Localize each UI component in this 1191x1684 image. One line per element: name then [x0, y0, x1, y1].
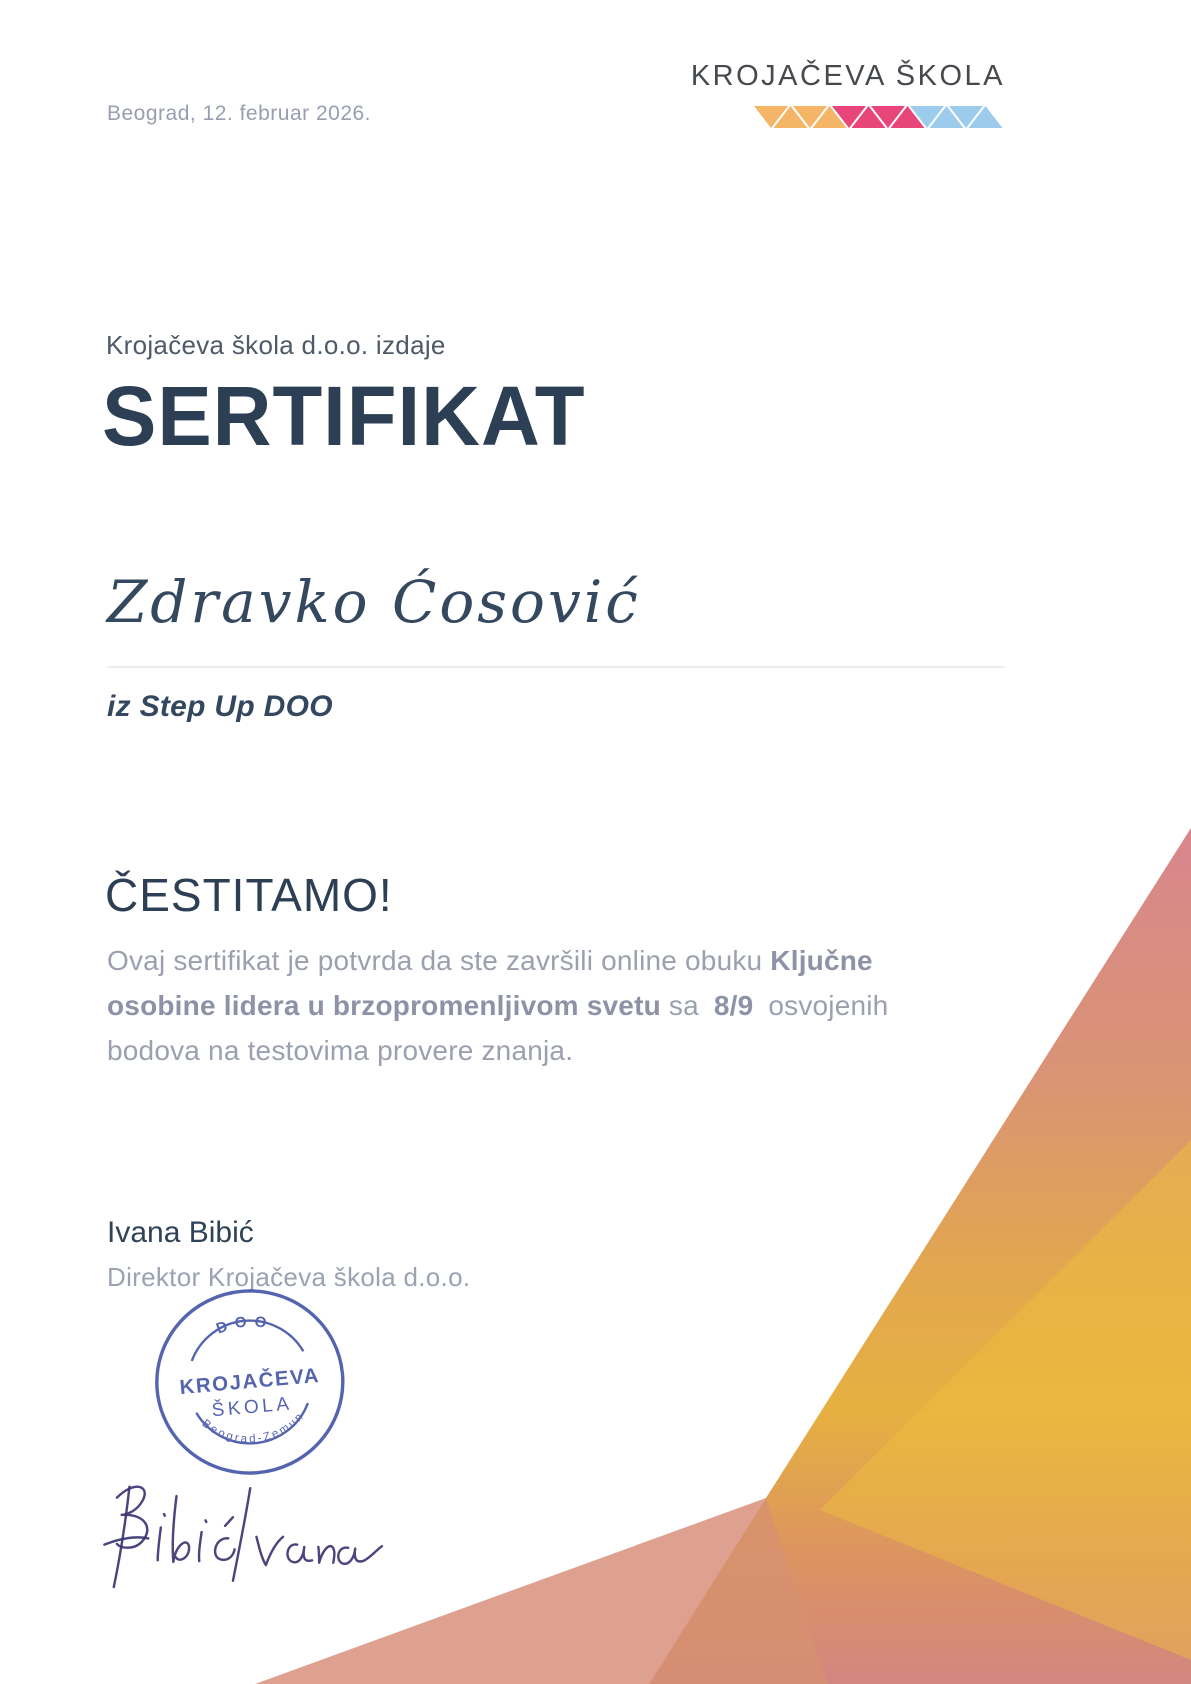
stamp-top-text: DOO	[214, 1313, 275, 1338]
course-name: Ključne osobine lidera u brzopromenljivom svetu	[107, 945, 873, 1021]
logo-text: KROJAČEVA ŠKOLA	[690, 60, 1005, 92]
stamp-sub-text: ŠKOLA	[210, 1393, 294, 1422]
stamp-bottom-text: Beograd-Zemun	[199, 1409, 308, 1446]
body-segment: sa	[660, 990, 707, 1021]
stamp-main-text: KROJAČEVA	[178, 1363, 321, 1400]
logo	[691, 60, 1005, 132]
signature-handwriting	[95, 1452, 385, 1624]
certificate-title: SERTIFIKAT	[102, 369, 586, 463]
logo-triangle-strip-icon	[752, 102, 1005, 132]
name-underline	[107, 666, 1005, 668]
issuer-line: Krojačeva škola d.o.o. izdaje	[106, 330, 446, 360]
congrats-heading: ČESTITAMO!	[105, 869, 393, 921]
date-location: Beograd, 12. februar 2026.	[107, 102, 372, 125]
recipient-company: iz Step Up DOO	[107, 690, 333, 723]
signer-name: Ivana Bibić	[107, 1216, 254, 1249]
signer-role: Direktor Krojačeva škola d.o.o.	[107, 1262, 471, 1292]
certificate-body-text	[107, 938, 969, 1073]
recipient-name: Zdravko Ćosović	[107, 568, 641, 636]
body-segment: osvojenih bodova na testovima provere znanja.	[107, 990, 889, 1066]
body-segment: Ovaj sertifikat je potvrda da ste završili online obuku	[107, 945, 771, 976]
score-value: 8/9	[713, 990, 754, 1021]
